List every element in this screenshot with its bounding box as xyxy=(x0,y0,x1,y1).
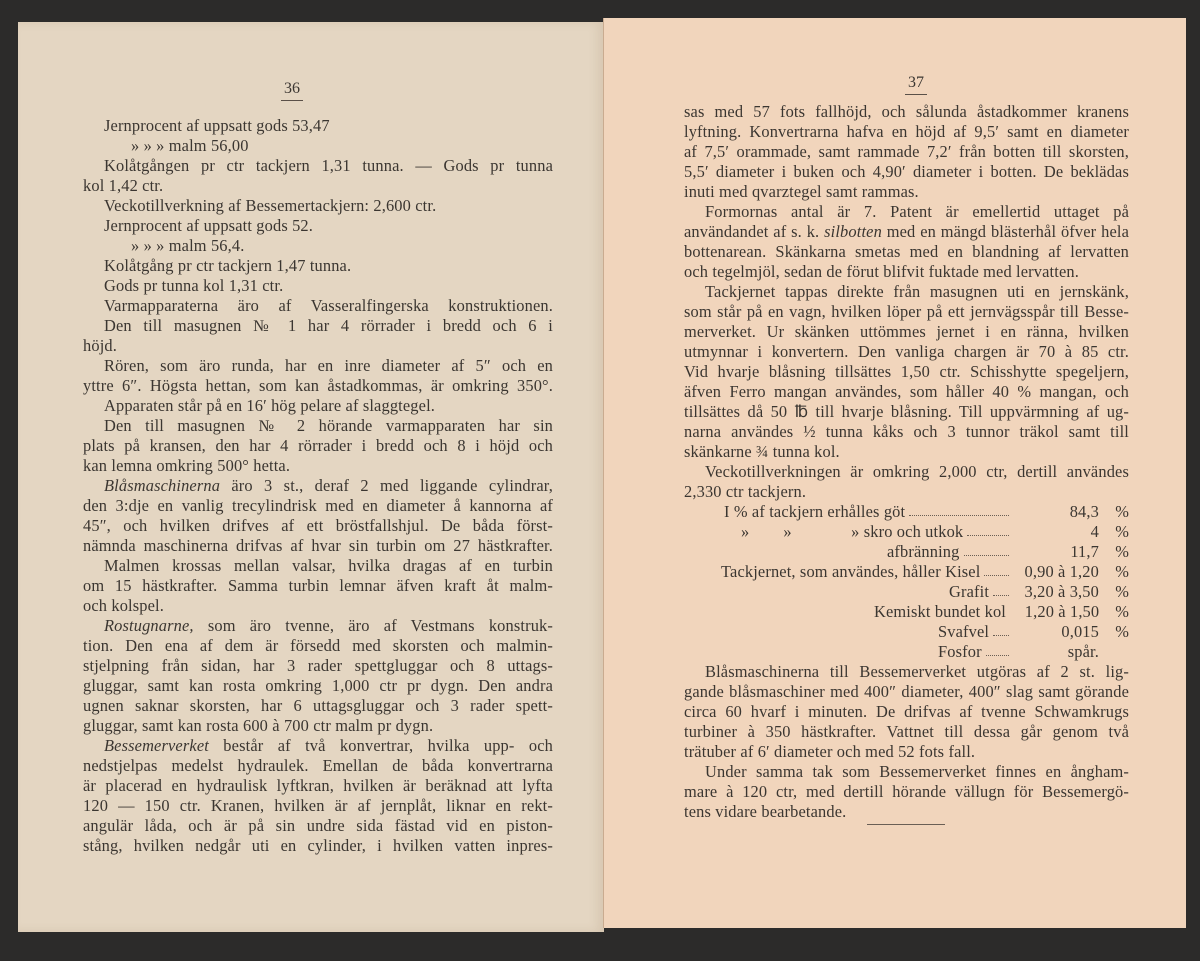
line-text: Den till masugnen № 1 har 4 rörrader i bredd och 6 i xyxy=(104,316,553,335)
text-line xyxy=(684,422,1129,442)
table-row xyxy=(684,602,1129,622)
dot-leader xyxy=(984,562,1009,576)
text-line xyxy=(83,676,553,696)
text-line xyxy=(83,376,553,396)
row-unit: % xyxy=(1115,542,1129,561)
line-text: gluggar, samt kan rosta 600 à 700 ctr malm pr dygn. xyxy=(83,716,434,735)
line-text: tillsättes då 50 ℔ till hvarje blåsning. Till uppvärmning af ug- xyxy=(684,402,1129,421)
text-line xyxy=(83,156,553,176)
row-unit: % xyxy=(1115,522,1129,541)
text-line xyxy=(83,716,553,736)
text-line xyxy=(684,162,1129,182)
text-line xyxy=(83,116,553,136)
line-text: angulär låda, och är på sin undre sida fästad vid en piston- xyxy=(83,816,553,835)
row-value: 0,015 xyxy=(1061,622,1099,641)
line-text: Apparaten står på en 16′ hög pelare af slaggtegel. xyxy=(104,396,436,415)
text-line xyxy=(83,576,553,596)
text-line xyxy=(684,322,1129,342)
text-line xyxy=(83,836,553,856)
line-text: Jernprocent af uppsatt gods 53,47 xyxy=(104,116,330,135)
italic-term: silbotten xyxy=(824,222,882,241)
line-text: Formornas antal är 7. Patent är emellertid uttaget på xyxy=(705,202,1129,221)
line-text: Varmapparaterna äro af Vasseralfingerska konstruktionen. xyxy=(104,296,553,315)
text-line xyxy=(83,196,553,216)
line-text: Den till masugnen № 2 hörande varmapparaten har sin xyxy=(104,416,553,435)
row-unit: % xyxy=(1115,622,1129,641)
text-line xyxy=(83,216,553,236)
dot-leader xyxy=(993,582,1009,596)
row-unit: % xyxy=(1115,582,1129,601)
text-line xyxy=(83,316,553,336)
line-text: och kolspel. xyxy=(83,596,165,615)
dot-leader xyxy=(986,642,1009,656)
line-text: Kolåtgången pr ctr tackjern 1,31 tunna. — Gods pr tunna xyxy=(104,156,553,175)
line-text: plats på kransen, den har 4 rörrader i bredd och 8 i höjd och xyxy=(83,436,553,455)
row-label: afbränning xyxy=(887,542,960,561)
row-label: Tackjernet, som användes, håller Kisel xyxy=(721,562,981,581)
line-text: trätuber af 6′ diameter och med 52 fots fall. xyxy=(684,742,976,761)
row-label: Kemiskt bundet kol xyxy=(874,602,1006,621)
text-line xyxy=(684,222,1129,242)
row-value: 3,20 à 3,50 xyxy=(1024,582,1099,601)
text-line xyxy=(684,762,1129,782)
row-label: I % af tackjern erhålles göt xyxy=(724,502,906,521)
line-text: nämnda maschinerna drifvas af hvar sin turbin om 27 hästkrafter. xyxy=(83,536,553,555)
line-text: kol 1,42 ctr. xyxy=(83,176,164,195)
text-line xyxy=(684,442,1129,462)
page-number: 36 xyxy=(272,80,312,101)
line-text: om 15 hästkrafter. Samma turbin lemnar äfven kraft åt malm- xyxy=(83,576,553,595)
row-label: Grafit xyxy=(949,582,990,601)
text-line xyxy=(83,456,553,476)
line-text: Gods pr tunna kol 1,31 ctr. xyxy=(104,276,284,295)
line-text: den 3:dje en vanlig trecylindrisk med en diameter å kannorna af xyxy=(83,496,553,515)
text-line xyxy=(83,236,553,256)
line-text: stång, hvilken nedgår uti en cylinder, i hvilken vatten inpres- xyxy=(83,836,553,855)
text-line xyxy=(684,382,1129,402)
text-line xyxy=(83,356,553,376)
line-text: Under samma tak som Bessemerverket finnes en ångham- xyxy=(705,762,1129,781)
text-line xyxy=(684,302,1129,322)
row-label: Svafvel xyxy=(938,622,990,641)
line-text: skänkarne ¾ tunna kol. xyxy=(684,442,840,461)
text-line xyxy=(83,736,553,756)
text-line xyxy=(83,556,553,576)
text-line xyxy=(83,396,553,416)
right-page xyxy=(603,18,1186,928)
row-unit: % xyxy=(1115,602,1129,621)
text-line xyxy=(684,482,1129,502)
text-line xyxy=(83,296,553,316)
dot-leader xyxy=(964,542,1010,556)
line-text: 5,5′ diameter i buken och 4,90′ diameter i botten. De beklädas xyxy=(684,162,1129,181)
line-text: Kolåtgång pr ctr tackjern 1,47 tunna. xyxy=(104,256,352,275)
line-text: narna användes ½ tunna kåks och 3 tunnor träkol samt till xyxy=(684,422,1129,441)
line-text: sas med 57 fots fallhöjd, och sålunda åstadkommer kranens xyxy=(684,102,1129,121)
text-line xyxy=(83,776,553,796)
row-value: 1,20 à 1,50 xyxy=(1024,602,1100,621)
line-text: och tegelmjöl, sedan de förut blifvit fuktade med lervatten. xyxy=(684,262,1079,281)
line-text: användandet af s. k. xyxy=(684,222,825,241)
text-line xyxy=(83,496,553,516)
text-line xyxy=(684,802,1129,822)
italic-term: Bessemerverket xyxy=(104,736,209,755)
line-text: bottenarean. Skänkarna smetas med en blandning af lervatten xyxy=(684,242,1129,261)
text-line xyxy=(684,682,1129,702)
table-row xyxy=(684,582,1129,602)
line-text: lyftning. Konvertrarna hafva en höjd af 9,5′ samt en diameter xyxy=(684,122,1129,141)
left-page xyxy=(18,22,604,932)
line-text: Malmen krossas mellan valsar, hvilka dragas af en turbin xyxy=(104,556,553,575)
line-text: yttre 6″. Högsta hettan, som kan åstadkommas, är omkring 350°. xyxy=(83,376,553,395)
text-line xyxy=(684,722,1129,742)
text-line xyxy=(684,242,1129,262)
text-line xyxy=(83,176,553,196)
row-unit: % xyxy=(1115,562,1129,581)
line-text: » » » malm 56,00 xyxy=(131,136,249,155)
line-text: Blåsmaschinerna till Bessemerverket utgöras af 2 st. lig- xyxy=(705,662,1129,681)
row-unit: % xyxy=(1115,502,1129,521)
line-text: som står på en vagn, hvilken löper på ett jernvägsspår till Besse- xyxy=(684,302,1129,321)
text-line xyxy=(684,782,1129,802)
row-label: » » » skro och utkok xyxy=(741,522,964,541)
text-line xyxy=(83,616,553,636)
table-row xyxy=(684,542,1129,562)
line-text: circa 60 hvarf i minuten. De drifvas af tvenne Schwamkrugs xyxy=(684,702,1129,721)
text-line xyxy=(684,262,1129,282)
text-line xyxy=(83,336,553,356)
line-text: tens vidare bearbetande. xyxy=(684,802,847,821)
line-text: Veckotillverkning af Bessemertackjern: 2,600 ctr. xyxy=(104,196,437,215)
text-line xyxy=(83,796,553,816)
line-text: är placerad en hydraulisk lyftkran, hvilken är beräknad att lyfta xyxy=(83,776,553,795)
line-text: Vid hvarje blåsning tillsättes 1,50 ctr. Schisshytte spegeljern, xyxy=(684,362,1129,381)
italic-term: Blåsmaschinerna xyxy=(104,476,221,495)
text-line xyxy=(684,122,1129,142)
line-text: Veckotillverkningen är omkring 2,000 ctr, dertill användes xyxy=(705,462,1129,481)
line-text: Jernprocent af uppsatt gods 52. xyxy=(104,216,314,235)
line-text: Tackjernet tappas direkte från masugnen uti en jernskänk, xyxy=(705,282,1129,301)
table-row xyxy=(684,522,1129,542)
text-line xyxy=(83,756,553,776)
dot-leader xyxy=(967,522,1009,536)
line-text: som äro tvenne, äro af Vestmans konstruk- xyxy=(193,616,553,635)
line-text: ugnen saknar skorsten, har 6 uttagsgluggar och 3 rader spett- xyxy=(83,696,553,715)
row-value: 84,3 xyxy=(1069,502,1099,521)
table-row xyxy=(684,562,1129,582)
line-text: mare à 120 ctr, med dertill hörande vällugn för Bessemergö- xyxy=(684,782,1129,801)
line-text: tion. Den ena af dem är försedd med skorsten och malmin- xyxy=(83,636,553,655)
text-line xyxy=(684,362,1129,382)
dot-leader xyxy=(993,622,1009,636)
text-line xyxy=(83,276,553,296)
text-line xyxy=(684,102,1129,122)
text-line xyxy=(684,142,1129,162)
text-line xyxy=(684,462,1129,482)
section-divider xyxy=(867,824,945,825)
text-line xyxy=(83,476,553,496)
line-text: gluggar, samt kan rosta omkring 1,000 ctr pr dygn. Den andra xyxy=(83,676,553,695)
text-line xyxy=(83,696,553,716)
text-line xyxy=(83,656,553,676)
text-line xyxy=(684,662,1129,682)
line-text: höjd. xyxy=(83,336,117,355)
table-row xyxy=(684,642,1129,662)
text-line xyxy=(684,342,1129,362)
text-line xyxy=(83,436,553,456)
text-line xyxy=(83,596,553,616)
line-text: stjelpning från sidan, har 3 rader spettgluggar och 8 uttags- xyxy=(83,656,553,675)
text-line xyxy=(684,202,1129,222)
text-line xyxy=(684,182,1129,202)
line-text: äfven Ferro mangan användes, som håller 40 % mangan, och xyxy=(684,382,1129,401)
line-text: 45″, och hvilken drifves af ett bröstfallshjul. De båda först- xyxy=(83,516,553,535)
left-page-body xyxy=(83,116,553,856)
line-text: inuti med qvarztegel samt rammas. xyxy=(684,182,919,201)
text-line xyxy=(684,402,1129,422)
line-text: turbiner à 350 hästkrafter. Vattnet till dessa går genom två xyxy=(684,722,1129,741)
line-text: » » » malm 56,4. xyxy=(131,236,245,255)
text-line xyxy=(83,416,553,436)
text-line xyxy=(83,516,553,536)
text-line xyxy=(684,702,1129,722)
row-value: 11,7 xyxy=(1070,542,1099,561)
text-line xyxy=(83,636,553,656)
line-text: gande blåsmaschiner med 400″ diameter, 400″ slag samt görande xyxy=(684,682,1129,701)
line-text: äro 3 st., deraf 2 med liggande cylindrar, xyxy=(220,476,553,495)
italic-term: Rostugnarne, xyxy=(104,616,194,635)
line-text: 2,330 ctr tackjern. xyxy=(684,482,807,501)
line-text: af 7,5′ orammade, samt rammade 7,2′ från botten till skorsten, xyxy=(684,142,1129,161)
line-text: nedstjelpas medelst hydraulek. Emellan de båda konvertrarna xyxy=(83,756,553,775)
row-value: 0,90 à 1,20 xyxy=(1024,562,1099,581)
table-row xyxy=(684,622,1129,642)
text-line xyxy=(83,816,553,836)
page-number: 37 xyxy=(896,74,936,95)
row-value: spår. xyxy=(1067,642,1099,661)
text-line xyxy=(83,256,553,276)
text-line xyxy=(684,742,1129,762)
line-text: Rören, som äro runda, har en inre diameter af 5″ och en xyxy=(104,356,553,375)
dot-leader xyxy=(909,502,1009,516)
row-value: 4 xyxy=(1090,522,1099,541)
line-text: består af två konvertrar, hvilka upp- och xyxy=(208,736,553,755)
line-text: 120 — 150 ctr. Kranen, hvilken är af jernplåt, liknar en rekt- xyxy=(83,796,553,815)
line-text: med en mängd blästerhål öfver hela xyxy=(881,222,1129,241)
line-text: kan lemna omkring 500° hetta. xyxy=(83,456,291,475)
row-label: Fosfor xyxy=(938,642,982,661)
row-unit xyxy=(1099,642,1129,662)
table-row xyxy=(684,502,1129,522)
line-text: merverket. Ur skänken uttömmes jernet i en ränna, hvilken xyxy=(684,322,1129,341)
line-text: utmynnar i konvertern. Den vanliga chargen är 70 à 85 ctr. xyxy=(684,342,1129,361)
composition-table xyxy=(684,502,1129,662)
text-line xyxy=(83,136,553,156)
right-page-body xyxy=(684,102,1129,822)
text-line xyxy=(684,282,1129,302)
text-line xyxy=(83,536,553,556)
